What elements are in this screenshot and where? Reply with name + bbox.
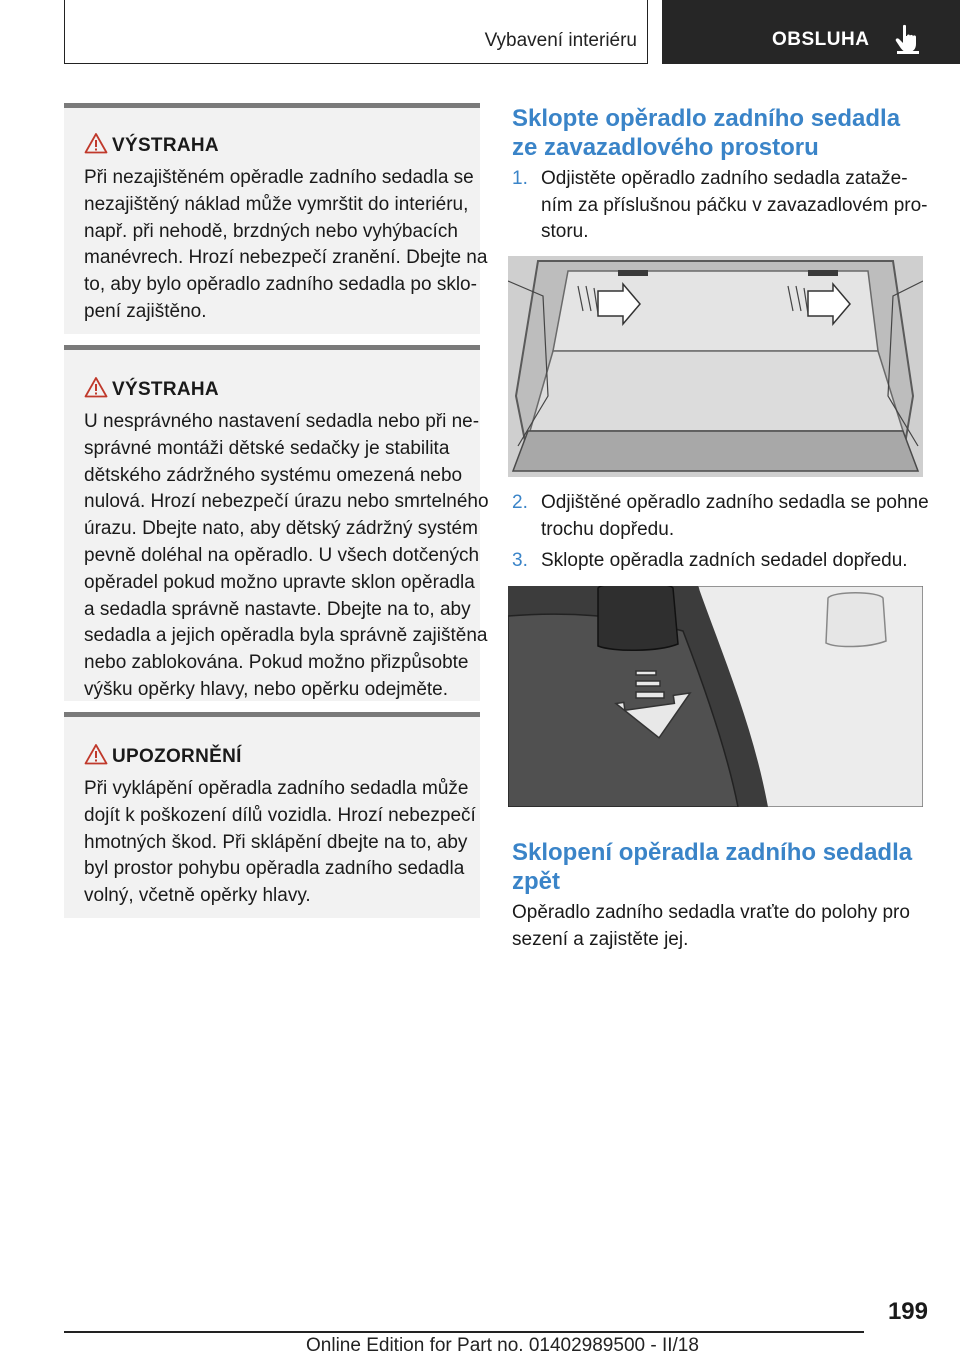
text-line: trochu dopředu. (541, 518, 675, 540)
text-line: U nesprávného nastavení sedadla nebo při ne‐ (84, 411, 480, 432)
section-heading-fold-back (512, 838, 912, 896)
warning-title: VÝSTRAHA (112, 379, 219, 400)
step-text (541, 490, 929, 543)
section-title: Vybavení interiéru (484, 30, 637, 51)
step-2 (512, 490, 932, 546)
text-line: např. při nehodě, brzdných nebo vyhýbacích (84, 220, 458, 242)
notice-box (64, 712, 480, 918)
text-line: ním za příslušnou páčku v zavazadlovém pro‐ (541, 194, 928, 216)
section-paragraph (512, 899, 910, 953)
text-line: nezajištěný náklad může vymrštit do interiéru, (84, 193, 469, 215)
text-line: a sedadla správně nastavte. Dbejte na to, aby (84, 598, 471, 620)
text-line: pení zajištěno. (84, 300, 207, 322)
text-line: úrazu. Dbejte nato, aby dětský zádržný systém (84, 518, 478, 540)
text-line: nulová. Hrozí nebezpečí úrazu nebo smrtelného (84, 491, 489, 513)
text-line: Opěradlo zadního sedadla vraťte do polohy pro (512, 902, 910, 923)
heading-line: zpět (512, 868, 560, 895)
warning-text (84, 165, 488, 326)
step-1 (512, 166, 932, 246)
warning-box-1 (64, 103, 488, 334)
text-line: manévrech. Hrozí nebezpečí zranění. Dbejte na (84, 247, 488, 269)
warning-triangle-icon (84, 743, 108, 765)
text-line: Při nezajištěném opěradle zadního sedadla se (84, 167, 474, 188)
footer-divider (64, 1331, 864, 1333)
text-line: sedadla a jejich opěradla byla správně zajištěna (84, 625, 488, 647)
fold-seat-forward-illustration (508, 586, 923, 807)
warning-triangle-icon (84, 376, 108, 398)
text-line: dojít k poškození dílů vozidla. Hrozí nebezpečí (84, 804, 476, 826)
text-line: hmotných škod. Při sklápění dbejte na to, aby (84, 831, 468, 853)
text-line: Při vyklápění opěradla zadního sedadla může (84, 778, 469, 799)
heading-line: ze zavazadlového prostoru (512, 134, 819, 161)
text-line: nebo zablokována. Pokud možno přizpůsobte (84, 652, 469, 674)
text-line: výšku opěrky hlavy, nebo opěrku odejměte. (84, 678, 449, 700)
step-number: 2. (512, 492, 528, 513)
text-line: Odjistěte opěradlo zadního sedadla zataže‐ (541, 168, 908, 189)
text-line: správné montáži dětské sedačky je stabilita (84, 437, 450, 459)
text-line: to, aby bylo opěradlo zadního sedadla po sklo‐ (84, 274, 477, 296)
notice-title: UPOZORNĚNÍ (112, 746, 242, 767)
text-line: opěradel pokud možno upravte sklon opěradla (84, 571, 475, 593)
step-number: 3. (512, 550, 528, 571)
pointing-hand-icon (894, 24, 922, 54)
edition-note: Online Edition for Part no. 01402989500 - II/18 (306, 1335, 699, 1356)
warning-triangle-icon (84, 132, 108, 154)
chapter-title: OBSLUHA (772, 29, 870, 50)
heading-line: Sklopte opěradlo zadního sedadla (512, 105, 901, 132)
section-heading-fold-from-trunk (512, 104, 900, 162)
warning-text (84, 409, 488, 704)
text-line: dětského zádržného systému omezená nebo (84, 464, 463, 486)
step-text (541, 548, 908, 575)
text-line: Odjištěné opěradlo zadního sedadla se pohne (541, 492, 929, 513)
text-line: byl prostor pohybu opěradla zadního sedadla (84, 858, 465, 880)
heading-line: Sklopení opěradla zadního sedadla (512, 839, 913, 866)
header-section-tab (64, 0, 648, 64)
text-line: Sklopte opěradla zadních sedadel dopředu. (541, 550, 908, 571)
page-number: 199 (887, 1298, 928, 1325)
step-number: 1. (512, 168, 528, 189)
warning-title: VÝSTRAHA (112, 135, 219, 156)
notice-text (84, 776, 488, 910)
warning-box-2 (64, 345, 489, 701)
text-line: volný, včetně opěrky hlavy. (84, 885, 311, 907)
trunk-release-lever-illustration (508, 256, 923, 477)
step-3 (512, 548, 932, 576)
header-chapter-tab (662, 0, 960, 64)
text-line: pevně doléhal na opěradlo. U všech dotčených (84, 544, 480, 566)
text-line: storu. (541, 221, 589, 242)
step-text (541, 166, 928, 246)
text-line: sezení a zajistěte jej. (512, 929, 689, 950)
